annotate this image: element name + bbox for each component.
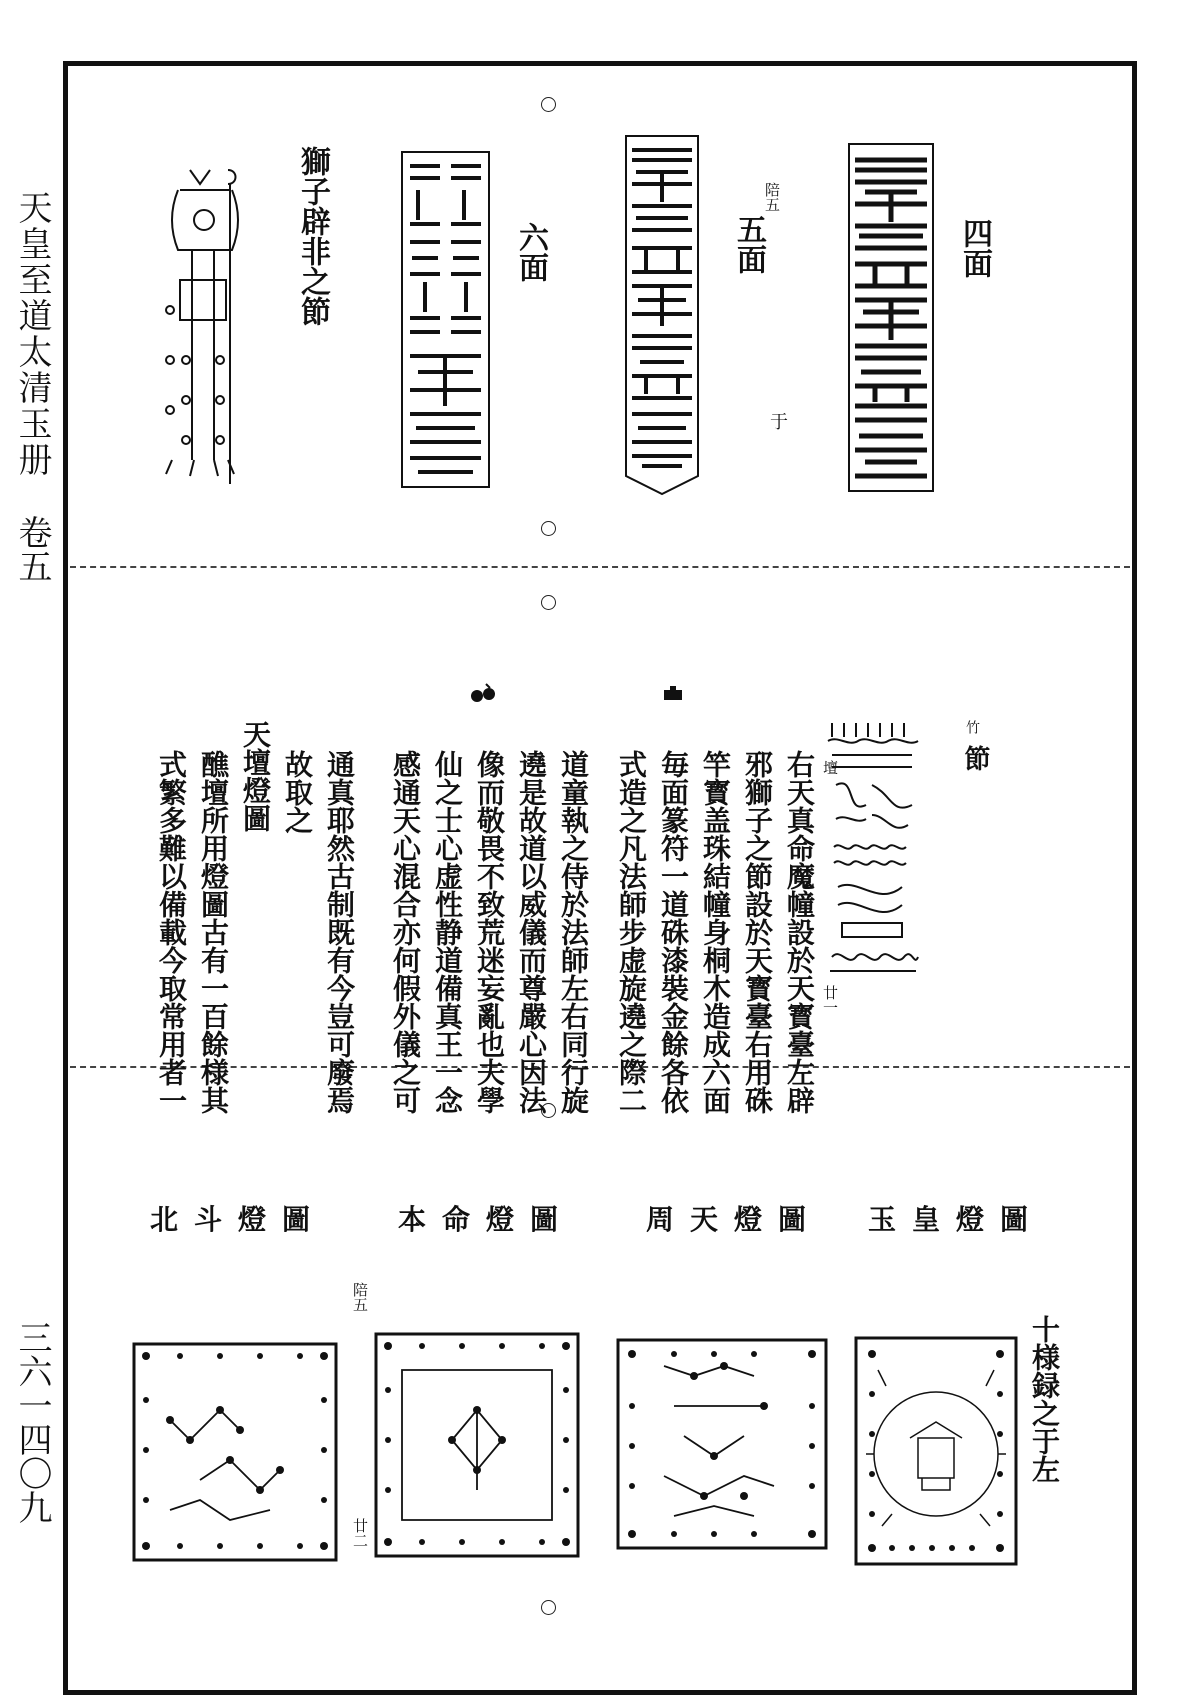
text-column: 式繁多難以備載今取常用者一 xyxy=(155,750,188,1114)
text-column: 故取之 xyxy=(281,750,314,834)
small-emblem xyxy=(662,686,684,702)
jie-talisman xyxy=(822,715,922,985)
diagram-title-zhoutian: 周天燈圖 xyxy=(646,1203,823,1236)
binding-hole xyxy=(541,1600,556,1615)
lion-staff-drawing xyxy=(150,160,242,490)
banner-five-label: 五面 xyxy=(731,214,766,274)
text-column: 右天真命魔幢設於天寳臺左辟 xyxy=(783,750,816,1114)
text-column-heading: 天壇燈圖 xyxy=(239,720,272,832)
text-column: 式造之凡法師步虚旋遶之際二 xyxy=(615,750,648,1114)
zhoutian-lamp-diagram xyxy=(614,1336,830,1552)
page-number: 三六一四〇九 xyxy=(12,1320,52,1524)
text-column: 通真耶然古制既有今豈可廢焉 xyxy=(323,750,356,1114)
text-column: 醮壇所用燈圖古有一百餘様其 xyxy=(197,750,230,1114)
diagram-title-jade-emperor: 玉皇燈圖 xyxy=(868,1203,1045,1236)
banner-five-seal xyxy=(622,132,702,498)
jade-emperor-lamp-diagram xyxy=(852,1334,1020,1568)
text-column: 毎面篆符一道硃漆裝金餘各依 xyxy=(657,750,690,1114)
beidou-lamp-diagram xyxy=(130,1340,340,1564)
text-column: 感通天心混合亦何假外儀之可 xyxy=(389,750,422,1114)
volume-label: 卷五 xyxy=(12,515,52,583)
banner-six-seal xyxy=(398,142,493,497)
banner-six-label: 六面 xyxy=(513,222,548,282)
banner-four-seal xyxy=(845,140,937,495)
bottom-small-note-top: 陪五 xyxy=(351,1282,369,1312)
text-column: 仙之士心虚性静道備真王一念 xyxy=(431,750,464,1114)
diagram-title-beidou: 北斗燈圖 xyxy=(150,1203,327,1236)
lion-staff-label: 獅子辟非之節 xyxy=(295,146,330,326)
bottom-small-note-bottom: 廿二 xyxy=(351,1518,369,1548)
diagram-title-benming: 本命燈圖 xyxy=(398,1203,575,1236)
book-title: 天皇至道太清玉册 xyxy=(12,190,52,478)
benming-lamp-diagram xyxy=(372,1330,582,1560)
binding-hole xyxy=(541,595,556,610)
bottom-side-note: 十様録之于左 xyxy=(1028,1315,1061,1483)
text-column: 道童執之侍於法師左右同行旋 xyxy=(557,750,590,1114)
binding-hole xyxy=(541,97,556,112)
text-column: 邪獅子之節設於天寳臺右用硃 xyxy=(741,750,774,1114)
jie-label: 節 xyxy=(960,745,990,771)
text-column: 竿寳盖珠結幢身桐木造成六面 xyxy=(699,750,732,1114)
jie-small-mark: 竹 xyxy=(964,720,980,734)
small-emblem-2 xyxy=(470,682,496,704)
text-column: 遶是故道以威儀而尊嚴心因法 xyxy=(515,750,548,1114)
section-divider-top xyxy=(70,566,1130,568)
banner-five-side-note: 陪五 xyxy=(763,182,781,212)
text-column: 像而敬畏不致荒迷妄亂也夫學 xyxy=(473,750,506,1114)
banner-four-label: 四面 xyxy=(957,218,992,278)
seal-note-2: 廿一 xyxy=(821,985,839,1015)
binding-hole xyxy=(541,521,556,536)
banner-five-side-mark: 于 xyxy=(767,412,788,430)
seal-note-1: 壇 xyxy=(821,760,839,775)
